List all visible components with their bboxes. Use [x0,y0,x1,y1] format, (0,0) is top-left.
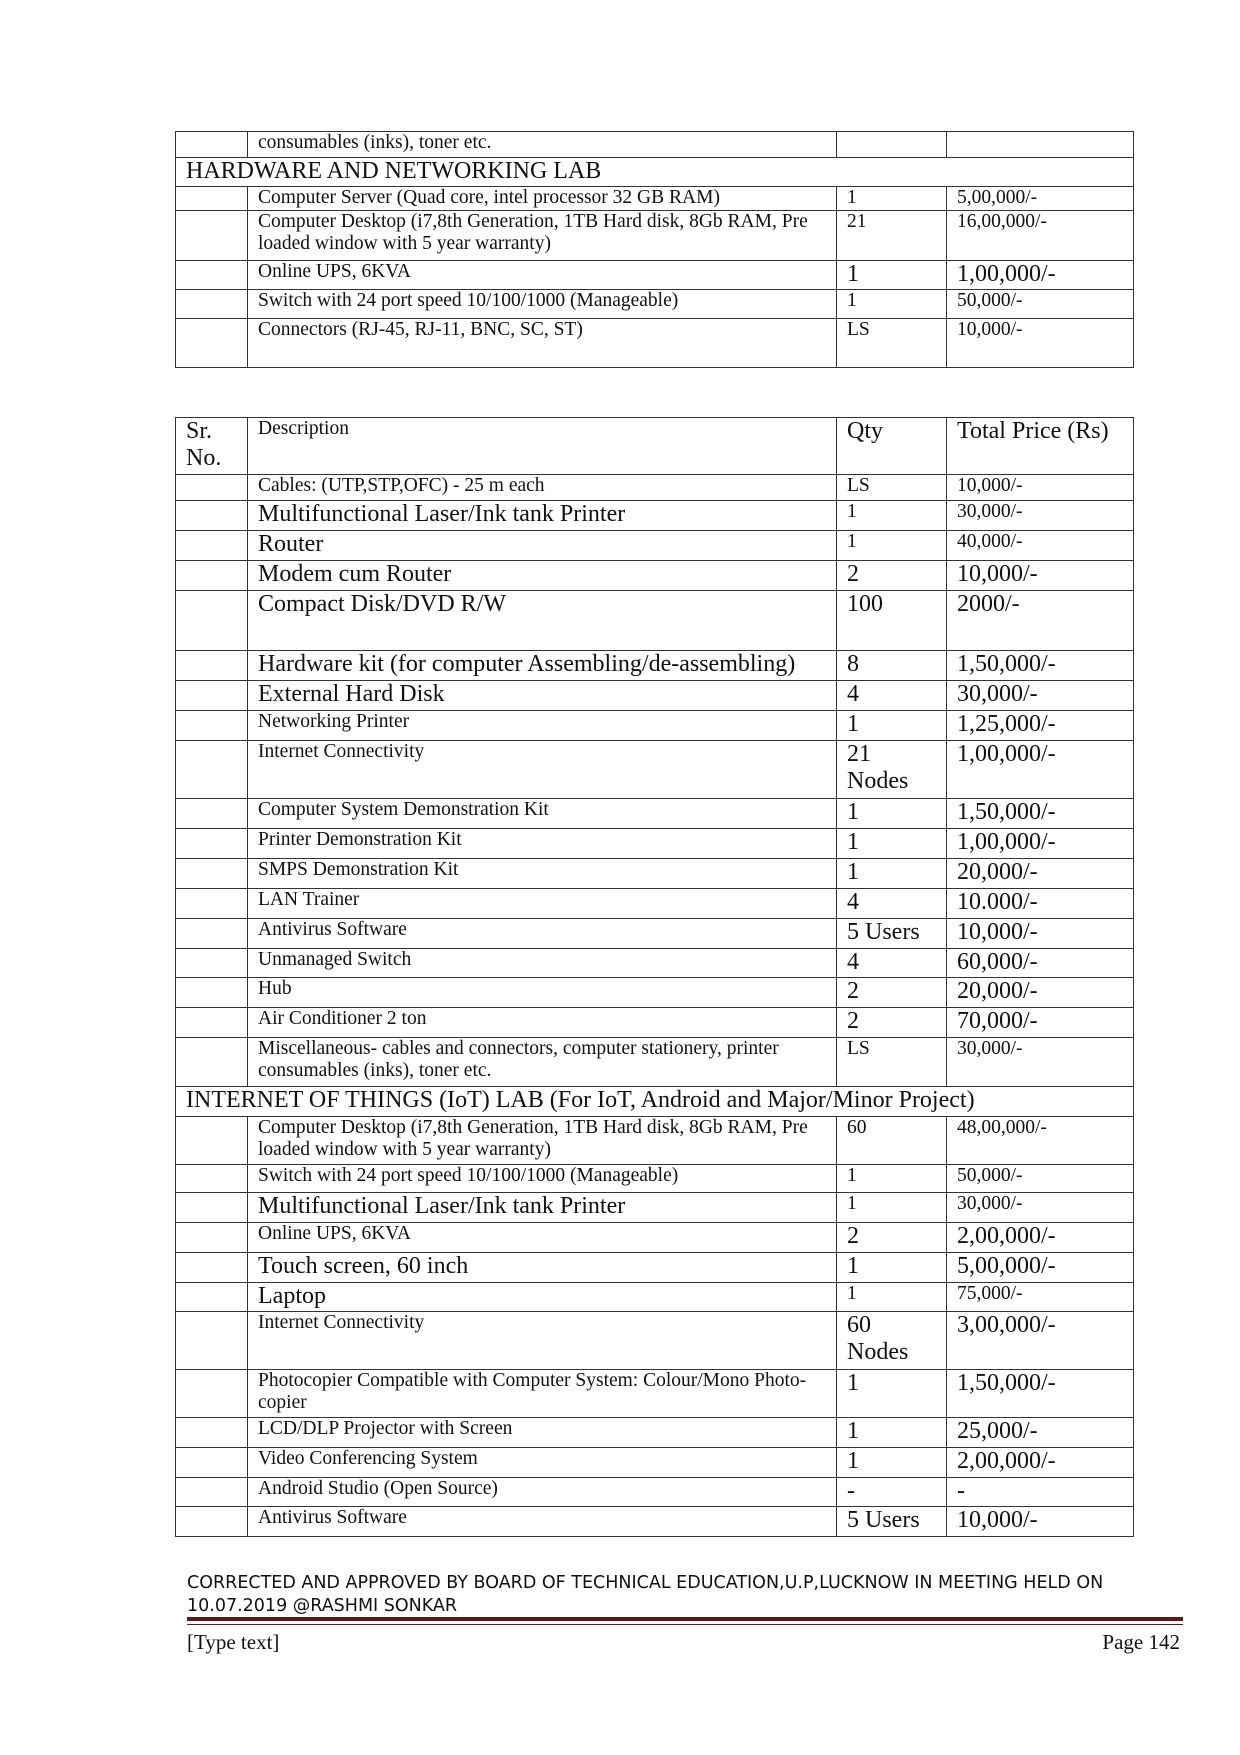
price-cell: 25,000/- [947,1418,1134,1448]
price-cell: 75,000/- [947,1283,1134,1312]
table-row [176,1507,1134,1537]
description-cell: Router [248,531,837,561]
price-cell: 1,00,000/- [947,829,1134,859]
description-cell: Multifunctional Laser/Ink tank Printer [248,501,837,531]
table-row [176,319,1134,368]
sr-no-cell [176,1507,248,1537]
table-row [176,1008,1134,1038]
sr-no-cell [176,132,248,158]
qty-cell: 5 Users [837,919,947,949]
qty-cell: 1 [837,829,947,859]
price-cell: - [947,1478,1134,1507]
header-sr-no: Sr. No. [176,418,248,475]
price-cell: 10,000/- [947,475,1134,501]
table-row [176,187,1134,211]
qty-cell: 60 Nodes [837,1312,947,1370]
qty-cell: 1 [837,799,947,829]
price-cell: 1,00,000/- [947,261,1134,290]
qty-cell: 5 Users [837,1507,947,1537]
sr-no-cell [176,290,248,319]
price-cell [947,132,1134,158]
table-row [176,1418,1134,1448]
table-row [176,1370,1134,1418]
description-cell: Miscellaneous- cables and connectors, computer stationery, printer consumables (inks), toner etc. [248,1038,837,1087]
sr-no-cell [176,859,248,889]
price-cell: 3,00,000/- [947,1312,1134,1370]
table-row [176,711,1134,741]
description-cell: Online UPS, 6KVA [248,261,837,290]
description-cell: LAN Trainer [248,889,837,919]
description-cell: Computer Server (Quad core, intel processor 32 GB RAM) [248,187,837,211]
table-row [176,261,1134,290]
header-total-price: Total Price (Rs) [947,418,1134,475]
price-cell: 30,000/- [947,501,1134,531]
table-row [176,1117,1134,1165]
price-cell: 16,00,000/- [947,211,1134,261]
description-cell: Networking Printer [248,711,837,741]
price-cell: 1,00,000/- [947,741,1134,799]
sr-no-cell [176,1008,248,1038]
qty-cell: 4 [837,681,947,711]
description-cell: Air Conditioner 2 ton [248,1008,837,1038]
price-cell: 30,000/- [947,1038,1134,1087]
qty-cell [837,132,947,158]
table-row [176,211,1134,261]
price-cell: 30,000/- [947,1193,1134,1223]
price-cell: 50,000/- [947,290,1134,319]
price-cell: 5,00,000/- [947,187,1134,211]
sr-no-cell [176,741,248,799]
qty-cell: 100 [837,591,947,651]
sr-no-cell [176,187,248,211]
qty-cell: 1 [837,1253,947,1283]
description-cell: Printer Demonstration Kit [248,829,837,859]
description-cell: Internet Connectivity [248,741,837,799]
sr-no-cell [176,1038,248,1087]
sr-no-cell [176,561,248,591]
qty-cell: 1 [837,711,947,741]
description-cell: Computer Desktop (i7,8th Generation, 1TB Hard disk, 8Gb RAM, Pre loaded window with 5 year warranty) [248,1117,837,1165]
description-cell: Hub [248,978,837,1008]
footer-left-text: [Type text] [187,1630,280,1654]
price-cell: 5,00,000/- [947,1253,1134,1283]
table-row [176,1283,1134,1312]
approval-note: CORRECTED AND APPROVED BY BOARD OF TECHNICAL EDUCATION,U.P,LUCKNOW IN MEETING HELD ON 10.07.2019 @RASHMI SONKAR [187,1573,1104,1616]
table-row [176,531,1134,561]
qty-cell: 4 [837,889,947,919]
price-cell: 10,000/- [947,319,1134,368]
description-cell: SMPS Demonstration Kit [248,859,837,889]
sr-no-cell [176,889,248,919]
sr-no-cell [176,829,248,859]
description-cell: Computer System Demonstration Kit [248,799,837,829]
description-cell: Online UPS, 6KVA [248,1223,837,1253]
qty-cell: 1 [837,261,947,290]
qty-cell: 1 [837,501,947,531]
sr-no-cell [176,475,248,501]
price-cell: 30,000/- [947,681,1134,711]
qty-cell: 2 [837,561,947,591]
table-row [176,561,1134,591]
equipment-table [175,417,1134,1537]
qty-cell: 4 [837,949,947,978]
description-cell: LCD/DLP Projector with Screen [248,1418,837,1448]
sr-no-cell [176,1253,248,1283]
description-cell: consumables (inks), toner etc. [248,132,837,158]
price-cell: 10,000/- [947,1507,1134,1537]
price-cell: 48,00,000/- [947,1117,1134,1165]
table-row [176,1448,1134,1478]
qty-cell: 8 [837,651,947,681]
sr-no-cell [176,978,248,1008]
description-cell: Modem cum Router [248,561,837,591]
sr-no-cell [176,919,248,949]
table-row [176,978,1134,1008]
price-cell: 40,000/- [947,531,1134,561]
sr-no-cell [176,799,248,829]
description-cell: Hardware kit (for computer Assembling/de-assembling) [248,651,837,681]
price-cell: 10.000/- [947,889,1134,919]
table-row [176,651,1134,681]
price-cell: 20,000/- [947,859,1134,889]
description-cell: Photocopier Compatible with Computer System: Colour/Mono Photo-copier [248,1370,837,1418]
sr-no-cell [176,591,248,651]
table-row [176,475,1134,501]
page-number: Page 142 [1102,1630,1180,1654]
section-title: INTERNET OF THINGS (IoT) LAB (For IoT, Android and Major/Minor Project) [176,1087,1134,1117]
section-row [176,1087,1134,1117]
sr-no-cell [176,319,248,368]
description-cell: Video Conferencing System [248,1448,837,1478]
price-cell: 10,000/- [947,561,1134,591]
sr-no-cell [176,531,248,561]
table-row [176,1193,1134,1223]
description-cell: Antivirus Software [248,1507,837,1537]
table-header-row [176,418,1134,475]
table-row [176,741,1134,799]
table-row [176,1223,1134,1253]
table-row [176,591,1134,651]
section-title: HARDWARE AND NETWORKING LAB [176,158,1134,187]
table-row [176,290,1134,319]
section-row [176,158,1134,187]
table-row [176,799,1134,829]
sr-no-cell [176,1448,248,1478]
table-row [176,1165,1134,1193]
description-cell: Cables: (UTP,STP,OFC) - 25 m each [248,475,837,501]
description-cell: External Hard Disk [248,681,837,711]
description-cell: Switch with 24 port speed 10/100/1000 (Manageable) [248,290,837,319]
qty-cell: 21 Nodes [837,741,947,799]
qty-cell: 1 [837,1165,947,1193]
table-row [176,829,1134,859]
sr-no-cell [176,1478,248,1507]
qty-cell: 2 [837,1223,947,1253]
table-row [176,681,1134,711]
description-cell: Antivirus Software [248,919,837,949]
sr-no-cell [176,1370,248,1418]
qty-cell: 1 [837,1193,947,1223]
description-cell: Multifunctional Laser/Ink tank Printer [248,1193,837,1223]
sr-no-cell [176,1312,248,1370]
sr-no-cell [176,1165,248,1193]
qty-cell: LS [837,1038,947,1087]
description-cell: Connectors (RJ-45, RJ-11, BNC, SC, ST) [248,319,837,368]
sr-no-cell [176,681,248,711]
price-cell: 60,000/- [947,949,1134,978]
price-cell: 2,00,000/- [947,1448,1134,1478]
price-cell: 50,000/- [947,1165,1134,1193]
price-cell: 10,000/- [947,919,1134,949]
table-row [176,1312,1134,1370]
price-cell: 1,50,000/- [947,799,1134,829]
header-qty: Qty [837,418,947,475]
qty-cell: 1 [837,1418,947,1448]
description-cell: Android Studio (Open Source) [248,1478,837,1507]
table-row [176,859,1134,889]
sr-no-cell [176,1223,248,1253]
sr-no-cell [176,501,248,531]
sr-no-cell [176,711,248,741]
qty-cell: 1 [837,290,947,319]
qty-cell: 1 [837,187,947,211]
description-cell: Internet Connectivity [248,1312,837,1370]
footer-rule-thin [187,1624,1183,1625]
qty-cell: - [837,1478,947,1507]
table-row [176,132,1134,158]
price-cell: 70,000/- [947,1008,1134,1038]
qty-cell: 2 [837,978,947,1008]
description-cell: Laptop [248,1283,837,1312]
table-row [176,501,1134,531]
table-row [176,949,1134,978]
qty-cell: 1 [837,1283,947,1312]
sr-no-cell [176,211,248,261]
description-cell: Unmanaged Switch [248,949,837,978]
footer-rule [187,1617,1183,1621]
sr-no-cell [176,1193,248,1223]
qty-cell: 1 [837,1448,947,1478]
description-cell: Computer Desktop (i7,8th Generation, 1TB Hard disk, 8Gb RAM, Pre loaded window with 5 year warranty) [248,211,837,261]
qty-cell: 1 [837,859,947,889]
description-cell: Switch with 24 port speed 10/100/1000 (Manageable) [248,1165,837,1193]
sr-no-cell [176,261,248,290]
qty-cell: 2 [837,1008,947,1038]
price-cell: 1,25,000/- [947,711,1134,741]
sr-no-cell [176,1418,248,1448]
price-cell: 1,50,000/- [947,651,1134,681]
table-row [176,919,1134,949]
qty-cell: LS [837,475,947,501]
description-cell: Touch screen, 60 inch [248,1253,837,1283]
sr-no-cell [176,949,248,978]
price-cell: 1,50,000/- [947,1370,1134,1418]
qty-cell: 60 [837,1117,947,1165]
table-row [176,1038,1134,1087]
sr-no-cell [176,651,248,681]
qty-cell: 1 [837,1370,947,1418]
sr-no-cell [176,1117,248,1165]
table-row [176,889,1134,919]
price-cell: 2,00,000/- [947,1223,1134,1253]
table-row [176,1253,1134,1283]
price-cell: 20,000/- [947,978,1134,1008]
sr-no-cell [176,1283,248,1312]
qty-cell: 21 [837,211,947,261]
qty-cell: 1 [837,531,947,561]
header-description: Description [248,418,837,475]
table-row [176,1478,1134,1507]
equipment-table-continued [175,131,1134,368]
qty-cell: LS [837,319,947,368]
price-cell: 2000/- [947,591,1134,651]
description-cell: Compact Disk/DVD R/W [248,591,837,651]
